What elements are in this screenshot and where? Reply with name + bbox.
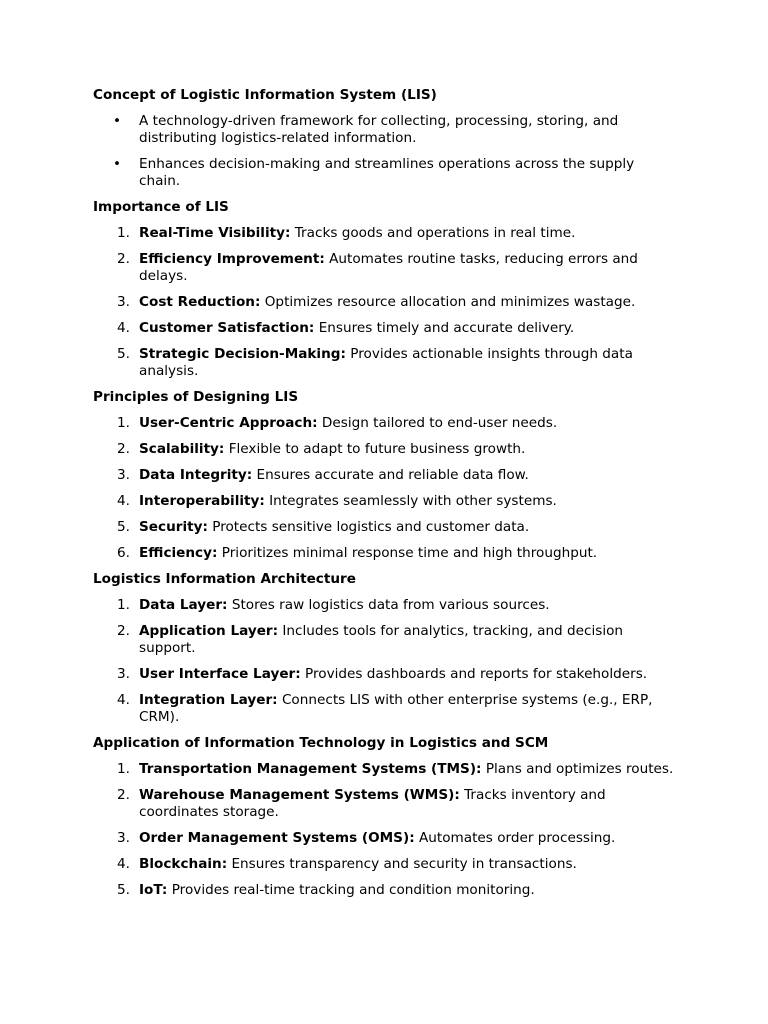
list-item-term: Data Layer: <box>139 597 228 613</box>
section <box>93 735 678 899</box>
list-item <box>93 692 678 726</box>
list-item-term: Warehouse Management Systems (WMS): <box>139 787 460 803</box>
list-item <box>93 113 678 147</box>
list-item-term: Customer Satisfaction: <box>139 320 315 336</box>
numbered-list <box>93 415 678 562</box>
list-item-text: A technology-driven framework for collecting, processing, storing, and distributing logistics-related information. <box>139 113 619 146</box>
list-number: 3. <box>117 830 130 846</box>
list-item <box>93 856 678 873</box>
list-item <box>93 156 678 190</box>
list-item-text: Provides dashboards and reports for stakeholders. <box>305 666 648 682</box>
list-item-term: User Interface Layer: <box>139 666 301 682</box>
list-item <box>93 787 678 821</box>
section <box>93 389 678 562</box>
list-item-text: Automates routine tasks, reducing errors and delays. <box>139 251 638 284</box>
section-heading: Application of Information Technology in Logistics and SCM <box>93 735 549 751</box>
list-item-text: Integrates seamlessly with other systems. <box>269 493 557 509</box>
list-item <box>93 519 678 536</box>
section-heading: Principles of Designing LIS <box>93 389 299 405</box>
list-item <box>93 623 678 657</box>
list-item <box>93 545 678 562</box>
list-number: 5. <box>117 882 130 898</box>
list-number: 2. <box>117 623 130 639</box>
bullet-icon: • <box>113 156 122 172</box>
list-item <box>93 415 678 432</box>
list-item-term: Cost Reduction: <box>139 294 261 310</box>
bullet-list <box>93 113 678 190</box>
list-number: 5. <box>117 346 130 362</box>
list-item-term: Integration Layer: <box>139 692 278 708</box>
list-number: 2. <box>117 787 130 803</box>
list-item-text: Flexible to adapt to future business growth. <box>228 441 526 457</box>
list-number: 1. <box>117 225 130 241</box>
list-number: 1. <box>117 415 130 431</box>
section-heading: Importance of LIS <box>93 199 229 215</box>
section-heading: Logistics Information Architecture <box>93 571 356 587</box>
list-item <box>93 346 678 380</box>
list-item-term: Data Integrity: <box>139 467 253 483</box>
list-number: 4. <box>117 493 130 509</box>
list-item <box>93 225 678 242</box>
section <box>93 87 678 190</box>
list-number: 4. <box>117 320 130 336</box>
list-item-term: Blockchain: <box>139 856 228 872</box>
list-item-text: Connects LIS with other enterprise systems (e.g., ERP, CRM). <box>139 692 653 725</box>
section <box>93 199 678 380</box>
document-body <box>93 87 678 908</box>
section <box>93 571 678 726</box>
list-item-text: Optimizes resource allocation and minimizes wastage. <box>264 294 636 310</box>
list-item <box>93 441 678 458</box>
list-item <box>93 251 678 285</box>
list-item <box>93 467 678 484</box>
list-item-text: Tracks inventory and coordinates storage. <box>139 787 606 820</box>
list-number: 4. <box>117 856 130 872</box>
list-item <box>93 830 678 847</box>
list-item-text: Ensures transparency and security in transactions. <box>231 856 577 872</box>
list-number: 2. <box>117 441 130 457</box>
list-number: 3. <box>117 467 130 483</box>
list-number: 6. <box>117 545 130 561</box>
list-item-term: IoT: <box>139 882 168 898</box>
list-item-text: Protects sensitive logistics and customer data. <box>212 519 530 535</box>
list-number: 1. <box>117 597 130 613</box>
list-item <box>93 294 678 311</box>
list-number: 5. <box>117 519 130 535</box>
list-item <box>93 493 678 510</box>
list-item-text: Plans and optimizes routes. <box>485 761 674 777</box>
list-item-text: Design tailored to end-user needs. <box>321 415 558 431</box>
list-item-term: Interoperability: <box>139 493 265 509</box>
list-item-text: Provides actionable insights through data analysis. <box>139 346 633 379</box>
list-number: 1. <box>117 761 130 777</box>
numbered-list <box>93 225 678 380</box>
numbered-list <box>93 597 678 726</box>
list-item-text: Stores raw logistics data from various sources. <box>231 597 550 613</box>
numbered-list <box>93 761 678 899</box>
list-item-term: Application Layer: <box>139 623 279 639</box>
list-item <box>93 666 678 683</box>
bullet-icon: • <box>113 113 122 129</box>
list-item-term: Efficiency Improvement: <box>139 251 325 267</box>
list-item-term: Transportation Management Systems (TMS): <box>139 761 482 777</box>
list-item <box>93 882 678 899</box>
section-heading: Concept of Logistic Information System (LIS) <box>93 87 437 103</box>
list-item-term: User-Centric Approach: <box>139 415 318 431</box>
list-number: 3. <box>117 666 130 682</box>
list-item-term: Order Management Systems (OMS): <box>139 830 415 846</box>
list-item <box>93 761 678 778</box>
list-item <box>93 320 678 337</box>
list-item-text: Ensures accurate and reliable data flow. <box>256 467 529 483</box>
list-number: 4. <box>117 692 130 708</box>
list-item-text: Includes tools for analytics, tracking, and decision support. <box>139 623 624 656</box>
list-item-term: Efficiency: <box>139 545 218 561</box>
list-item <box>93 597 678 614</box>
list-item-text: Enhances decision-making and streamlines operations across the supply chain. <box>139 156 635 189</box>
list-number: 3. <box>117 294 130 310</box>
list-item-term: Security: <box>139 519 208 535</box>
list-item-text: Ensures timely and accurate delivery. <box>318 320 575 336</box>
list-item-text: Prioritizes minimal response time and high throughput. <box>221 545 598 561</box>
list-item-text: Automates order processing. <box>418 830 616 846</box>
list-item-term: Strategic Decision-Making: <box>139 346 346 362</box>
list-item-text: Provides real-time tracking and condition monitoring. <box>171 882 535 898</box>
list-item-text: Tracks goods and operations in real time. <box>294 225 576 241</box>
list-item-term: Scalability: <box>139 441 225 457</box>
list-number: 2. <box>117 251 130 267</box>
list-item-term: Real-Time Visibility: <box>139 225 291 241</box>
